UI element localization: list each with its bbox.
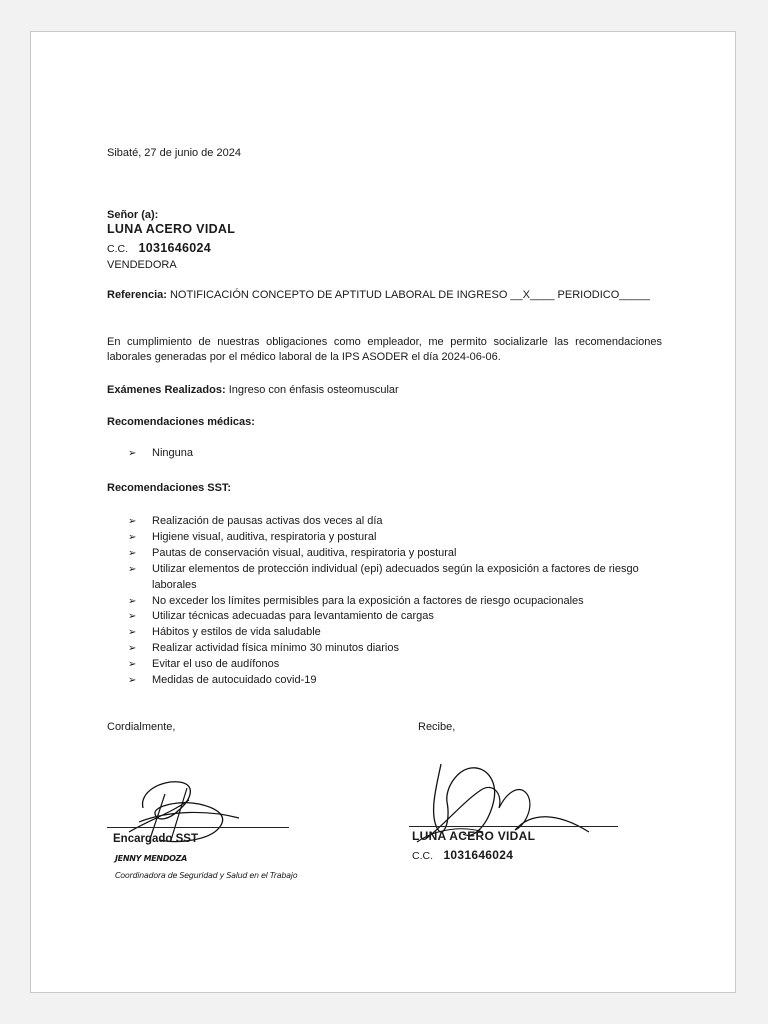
- right-signer-id: [412, 846, 513, 864]
- list-item: [107, 657, 667, 673]
- list-item-text: Evitar el uso de audífonos: [152, 658, 280, 671]
- list-item: [107, 446, 667, 462]
- reference-text: NOTIFICACIÓN CONCEPTO DE APTITUD LABORAL DE INGRESO __X____ PERIODICO_____: [169, 289, 650, 301]
- list-item-text: Realizar actividad física mínimo 30 minutos diarios: [152, 642, 399, 655]
- right-signature-line: [409, 826, 618, 827]
- list-item-text: Realización de pausas activas dos veces al día: [152, 515, 383, 527]
- list-item: [107, 514, 667, 530]
- stamp-role: Coordinadora de Seguridad y Salud en el Trabajo: [115, 871, 298, 880]
- exams-label: Exámenes Realizados:: [107, 384, 226, 396]
- list-item: [107, 641, 667, 657]
- recipient-id: [107, 239, 211, 257]
- recipient-name: LUNA ACERO VIDAL: [107, 222, 236, 236]
- medical-heading: Recomendaciones médicas:: [107, 416, 255, 428]
- list-item: [107, 562, 667, 594]
- list-item: [107, 530, 667, 546]
- list-item-text: Ninguna: [152, 447, 193, 459]
- list-item-text: Utilizar elementos de protección individual (epi) adecuados según la exposición a factores de riesgo laborales: [152, 562, 639, 591]
- place-date: Sibaté, 27 de junio de 2024: [107, 147, 241, 159]
- arrowhead-bullet-icon: ➢: [128, 516, 137, 527]
- list-item-text: Hábitos y estilos de vida saludable: [152, 626, 321, 639]
- list-item-text: Pautas de conservación visual, auditiva, respiratoria y postural: [152, 546, 457, 559]
- list-item-text: Utilizar técnicas adecuadas para levantamiento de cargas: [152, 610, 434, 623]
- list-item-text: No exceder los límites permisibles para la exposición a factores de riesgo ocupacionales: [152, 594, 584, 607]
- closing-right: Recibe,: [418, 721, 456, 733]
- list-item: [107, 546, 667, 562]
- list-item: [107, 673, 667, 689]
- arrowhead-bullet-icon: ➢: [128, 627, 137, 639]
- list-item: [107, 594, 667, 610]
- sst-heading: Recomendaciones SST:: [107, 482, 232, 494]
- left-signature-line: [107, 827, 289, 828]
- list-item-text: Medidas de autocuidado covid-19: [152, 674, 317, 687]
- arrowhead-bullet-icon: ➢: [128, 675, 137, 687]
- sst-recommendations-list: [107, 514, 667, 689]
- arrowhead-bullet-icon: ➢: [128, 595, 137, 607]
- arrowhead-bullet-icon: ➢: [128, 611, 137, 623]
- right-cc-number: 1031646024: [443, 848, 514, 862]
- exams-line: [107, 383, 399, 398]
- recipient-position: VENDEDORA: [107, 259, 177, 271]
- closing-left: Cordialmente,: [107, 721, 176, 733]
- stamp-name: JENNY MENDOZA: [115, 854, 188, 863]
- arrowhead-bullet-icon: ➢: [128, 563, 137, 575]
- cc-prefix: C.C.: [107, 243, 128, 255]
- arrowhead-bullet-icon: ➢: [128, 659, 137, 671]
- reference-line: [107, 288, 650, 303]
- arrowhead-bullet-icon: ➢: [128, 643, 137, 655]
- left-signer-title: Encargado SST: [113, 833, 198, 845]
- list-item: [107, 609, 667, 625]
- right-cc-prefix: C.C.: [412, 850, 433, 862]
- cc-number: 1031646024: [138, 241, 211, 255]
- right-signer-name: LUNA ACERO VIDAL: [412, 829, 536, 843]
- exams-text: Ingreso con énfasis osteomuscular: [228, 384, 399, 396]
- list-item-text: Higiene visual, auditiva, respiratoria y postural: [152, 530, 377, 543]
- intro-paragraph: En cumplimiento de nuestras obligaciones como empleador, me permito socializarle las recomendaciones laborales generadas por el médico laboral de la IPS ASODER el día 2024-06-06.: [107, 336, 662, 363]
- arrowhead-bullet-icon: ➢: [128, 448, 137, 459]
- reference-label: Referencia:: [107, 289, 167, 301]
- medical-recommendations-list: [107, 446, 667, 462]
- arrowhead-bullet-icon: ➢: [128, 547, 137, 559]
- arrowhead-bullet-icon: ➢: [128, 531, 137, 543]
- list-item: [107, 625, 667, 641]
- document-page: [30, 31, 736, 993]
- salutation: Señor (a):: [107, 209, 159, 221]
